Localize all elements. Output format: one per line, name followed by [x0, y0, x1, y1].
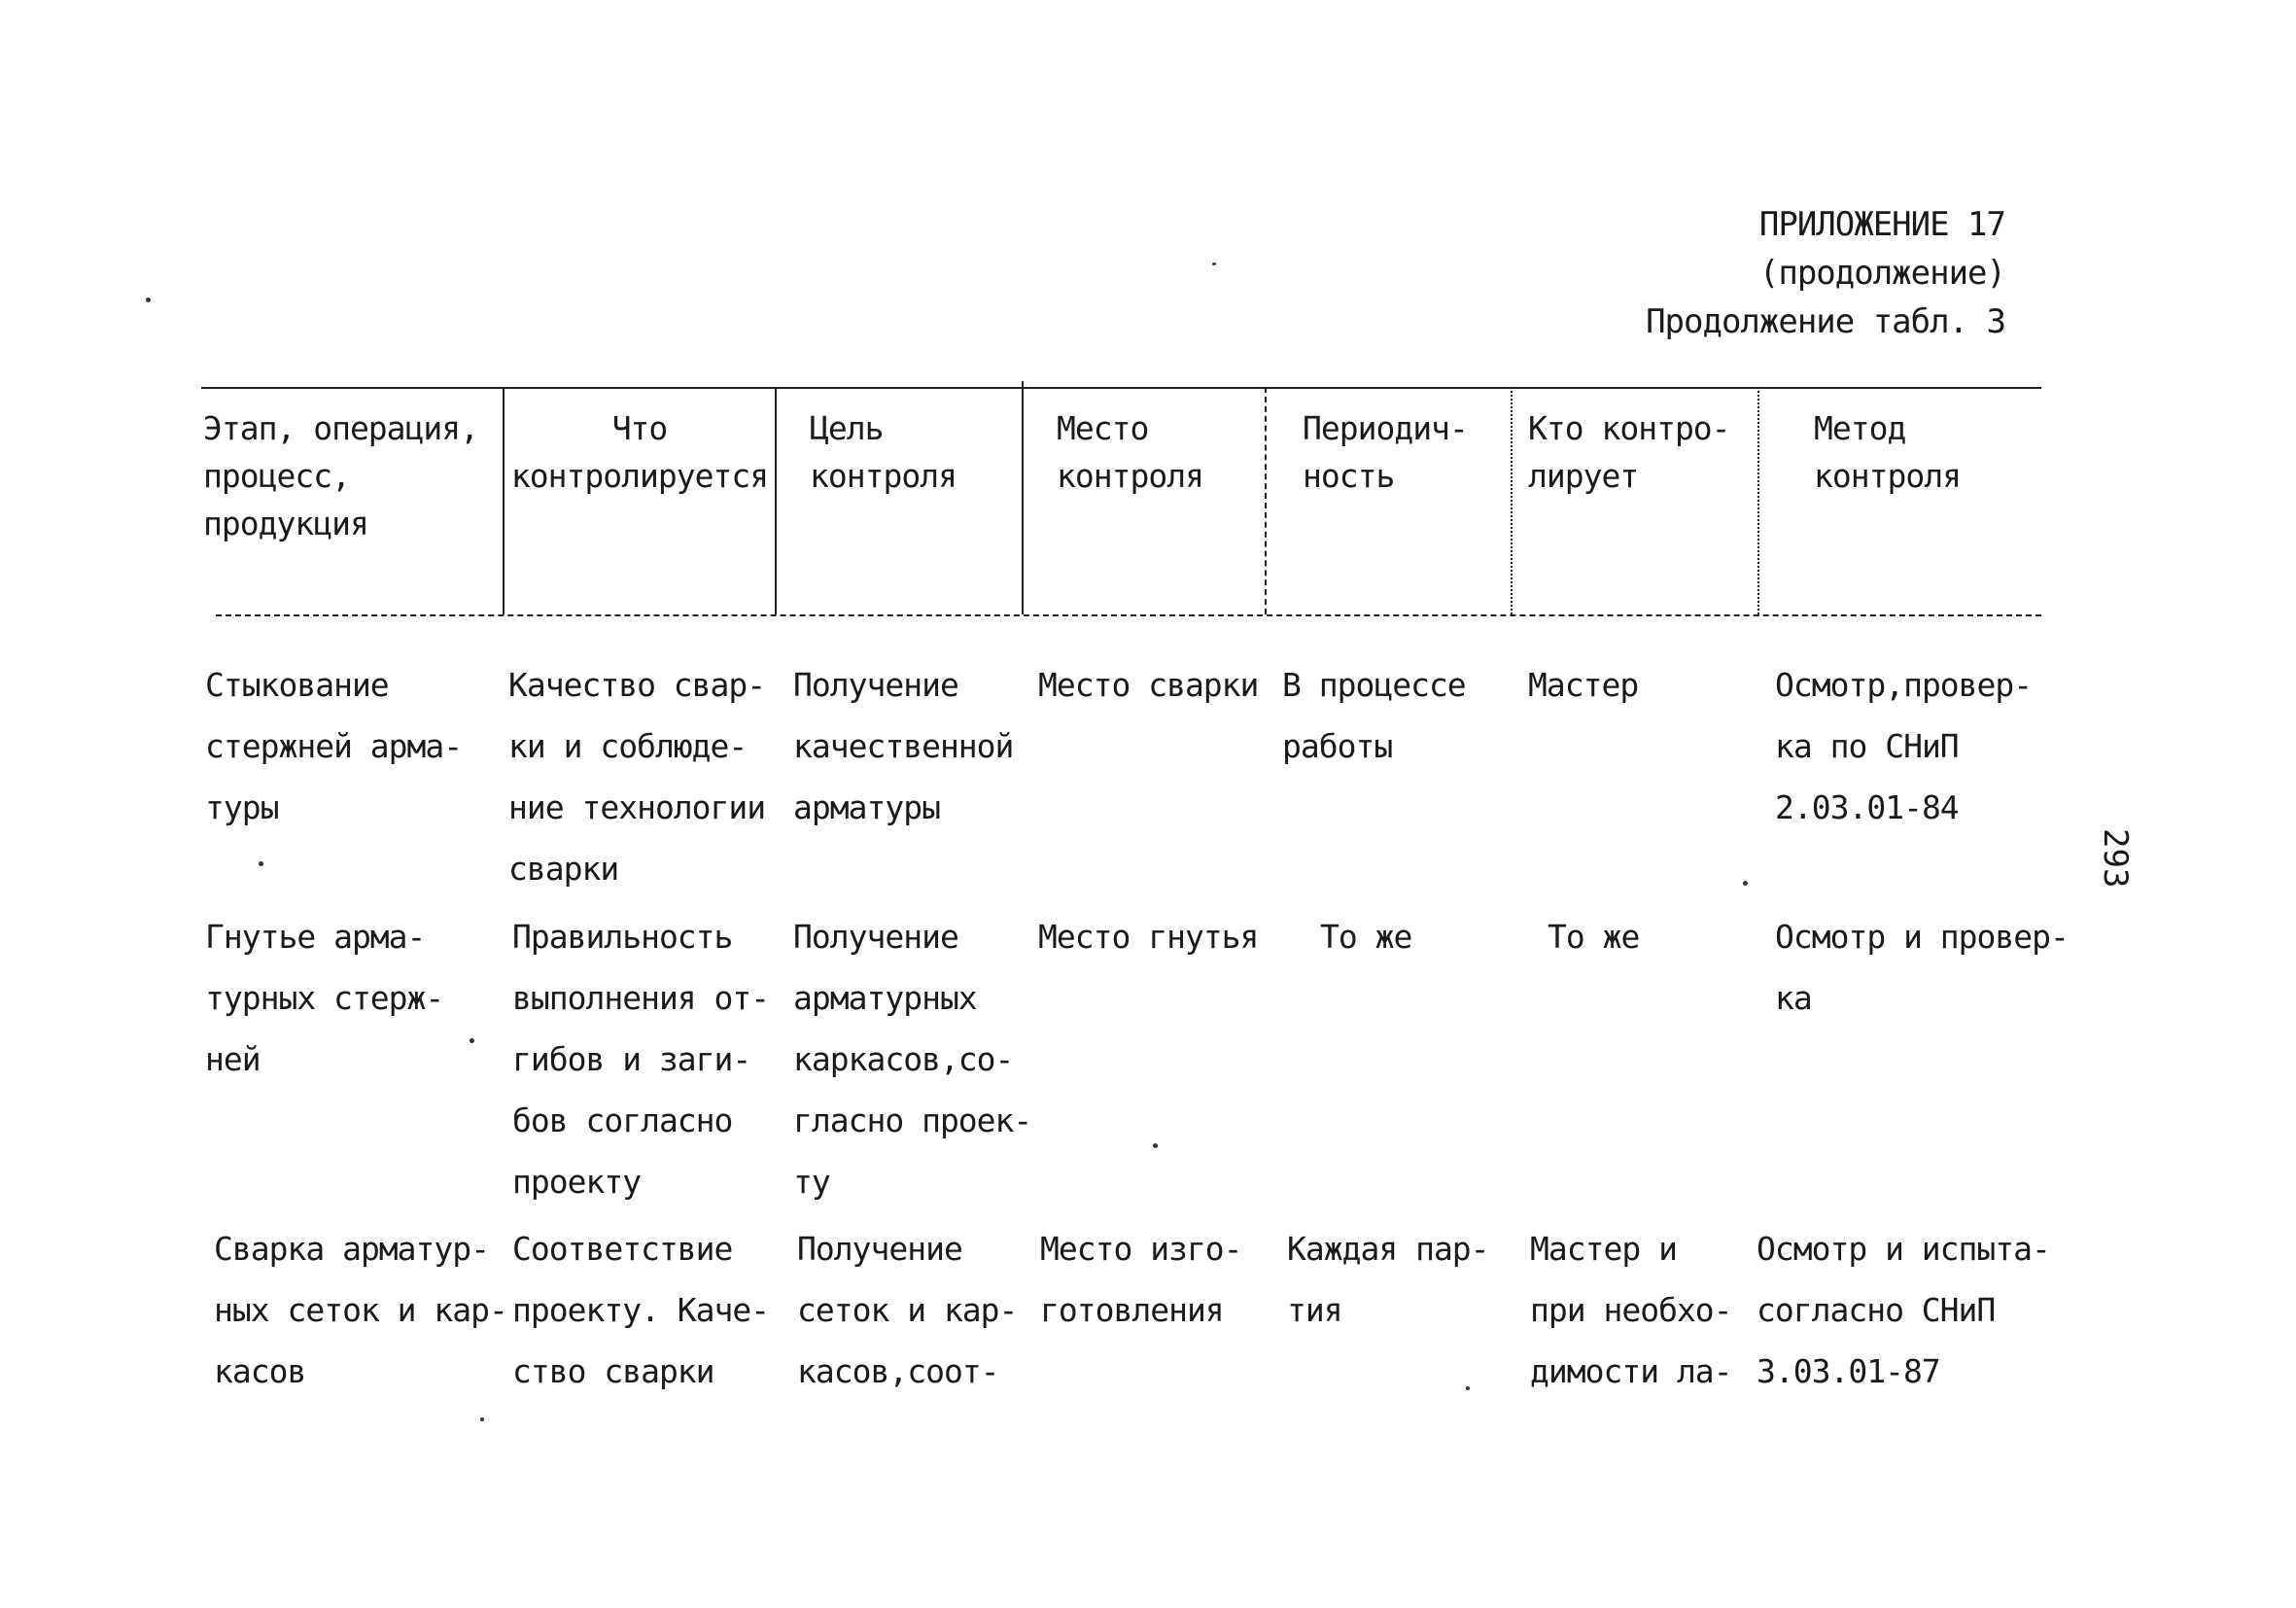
- appendix-header: [1646, 200, 2005, 346]
- row-2-purpose: Получение арматурных каркасов,со- гласно проек- ту: [793, 918, 1032, 1201]
- scan-speck: [259, 861, 263, 866]
- row-2-what-controlled: Правильность выполнения от- гибов и заги- бов согласно проекту: [512, 918, 770, 1201]
- column-header-what-controlled: Что контролируется: [510, 409, 769, 495]
- scan-speck: [146, 297, 151, 302]
- column-divider-3: [1022, 381, 1024, 614]
- page-number: 293: [2096, 828, 2135, 889]
- row-2-method: Осмотр и провер- ка: [1775, 918, 2069, 1017]
- row-1-purpose: Получение качественной арматуры: [793, 666, 1014, 826]
- row-1-method: Осмотр,провер- ка по СНиП 2.03.01-84: [1775, 666, 2033, 826]
- row-3-controller: Мастер и при необхо- димости ла-: [1530, 1230, 1732, 1390]
- scan-speck: [470, 1038, 474, 1043]
- row-1-place: Место сварки: [1038, 666, 1259, 704]
- row-1-controller: Мастер: [1528, 666, 1639, 704]
- row-2-controller: То же: [1548, 918, 1640, 956]
- row-2-place: Место гнутья: [1038, 918, 1259, 956]
- column-header-method: Метод контроля: [1814, 409, 1961, 495]
- table-continuation-label: Продолжение табл. 3: [1646, 302, 2005, 341]
- scan-speck: [480, 1417, 484, 1421]
- row-1-frequency: В процессе работы: [1282, 666, 1466, 765]
- column-header-stage: Этап, операция, процесс, продукция: [203, 409, 479, 542]
- scan-speck: [1212, 262, 1216, 265]
- row-2-stage: Гнутье арма- турных стерж- ней: [205, 918, 444, 1078]
- row-3-purpose: Получение сеток и кар- касов,соот-: [797, 1230, 1018, 1390]
- row-3-stage: Сварка арматур- ных сеток и кар- касов: [214, 1230, 507, 1390]
- row-3-frequency: Каждая пар- тия: [1287, 1230, 1489, 1329]
- scan-speck: [1466, 1386, 1470, 1390]
- appendix-continuation: (продолжение): [1758, 254, 2005, 293]
- row-1-what-controlled: Качество свар- ки и соблюде- ние технологии сварки: [508, 666, 766, 888]
- table-header-bottom-rule: [216, 614, 2041, 616]
- table-top-rule: [201, 387, 2041, 389]
- row-1-stage: Стыкование стержней арма- туры: [205, 666, 463, 826]
- row-2-frequency: То же: [1320, 918, 1412, 956]
- column-divider-5: [1511, 387, 1513, 614]
- row-3-place: Место изго- готовления: [1040, 1230, 1242, 1329]
- appendix-title: ПРИЛОЖЕНИЕ 17: [1758, 205, 2005, 244]
- column-header-purpose: Цель контроля: [810, 409, 957, 495]
- scan-speck: [1743, 881, 1748, 886]
- column-divider-4: [1265, 387, 1267, 614]
- column-header-frequency: Периодич- ность: [1303, 409, 1468, 495]
- column-header-controller: Кто контро- лирует: [1528, 409, 1730, 495]
- column-header-place: Место контроля: [1057, 409, 1203, 495]
- column-divider-6: [1757, 387, 1759, 614]
- row-3-what-controlled: Соответствие проекту. Каче- ство сварки: [512, 1230, 770, 1390]
- row-3-method: Осмотр и испыта- согласно СНиП 3.03.01-87: [1757, 1230, 2050, 1390]
- column-divider-2: [775, 387, 777, 614]
- scan-speck: [1153, 1143, 1158, 1148]
